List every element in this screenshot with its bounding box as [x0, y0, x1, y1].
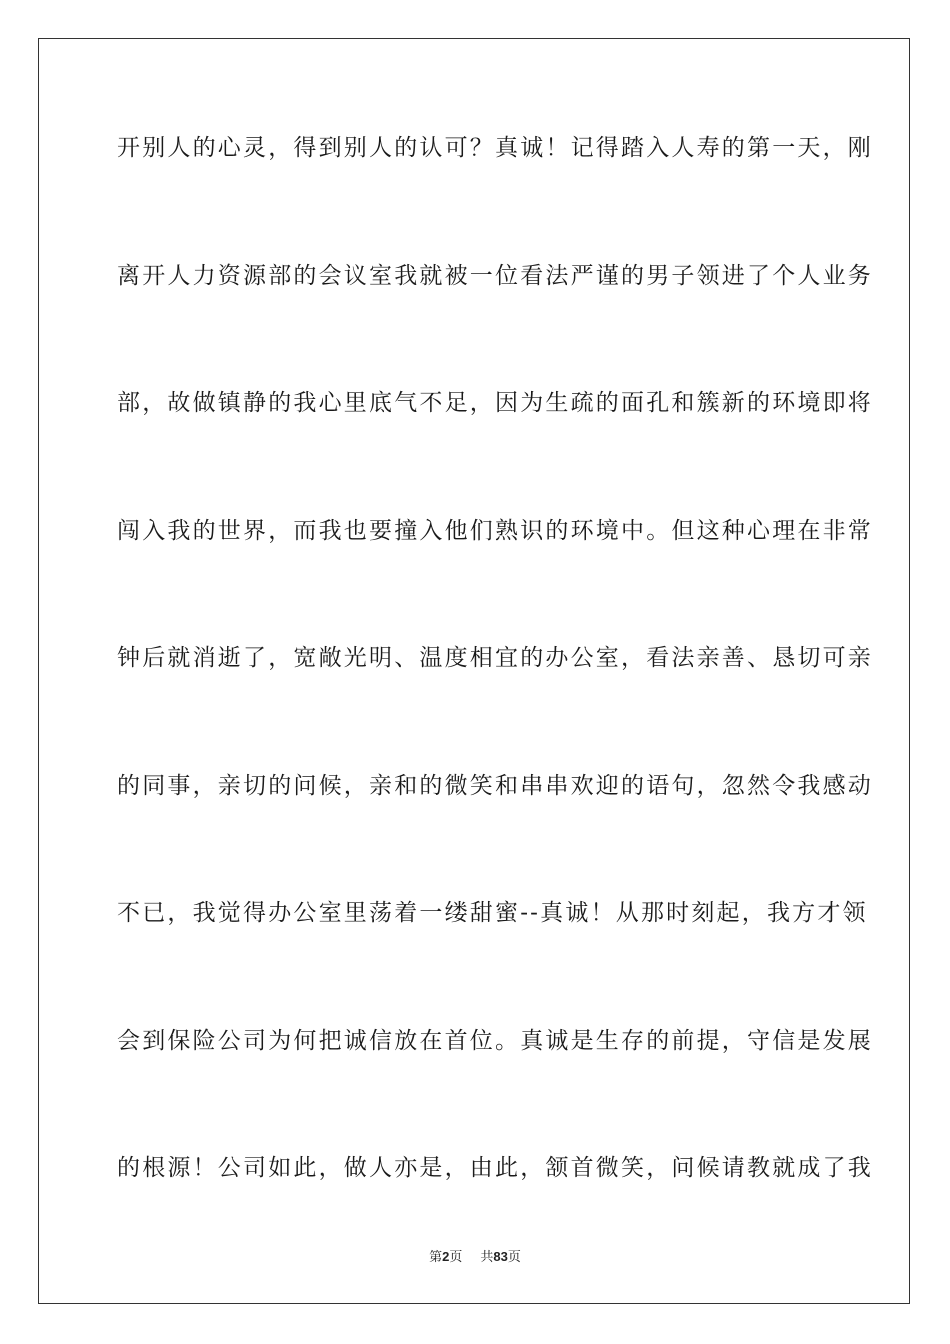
body-line-3: 部，故做镇静的我心里底气不足，因为生疏的面孔和簇新的环境即将 [117, 390, 873, 416]
body-line-2: 离开人力资源部的会议室我就被一位看法严谨的男子领进了个人业务 [117, 262, 873, 289]
body-line-4: 闯入我的世界，而我也要撞入他们熟识的环境中。但这种心理在非常 [117, 517, 873, 544]
total-suffix: 页 [507, 1250, 521, 1265]
total-pages: 83 [493, 1249, 508, 1264]
body-line-7: 不已，我觉得办公室里荡着一缕甜蜜--真诚！从那时刻起，我方才领 [117, 900, 868, 926]
body-line-6: 的同事，亲切的问候，亲和的微笑和串串欢迎的语句，忽然令我感动 [117, 772, 873, 799]
page-number: 2 [442, 1249, 450, 1264]
document-body [117, 128, 873, 1276]
page-footer [0, 1246, 950, 1265]
page-prefix: 第 [429, 1250, 443, 1265]
body-line-9: 的根源！公司如此，做人亦是，由此，颔首微笑，问候请教就成了我 [117, 1155, 873, 1181]
body-line-8: 会到保险公司为何把诚信放在首位。真诚是生存的前提，守信是发展 [117, 1027, 873, 1054]
page-suffix: 页 [449, 1250, 463, 1265]
body-line-1: 开别人的心灵，得到别人的认可？真诚！记得踏入人寿的第一天，刚 [117, 135, 873, 161]
total-prefix: 共 [480, 1250, 494, 1265]
body-line-5: 钟后就消逝了，宽敞光明、温度相宜的办公室，看法亲善、恳切可亲 [117, 645, 873, 671]
